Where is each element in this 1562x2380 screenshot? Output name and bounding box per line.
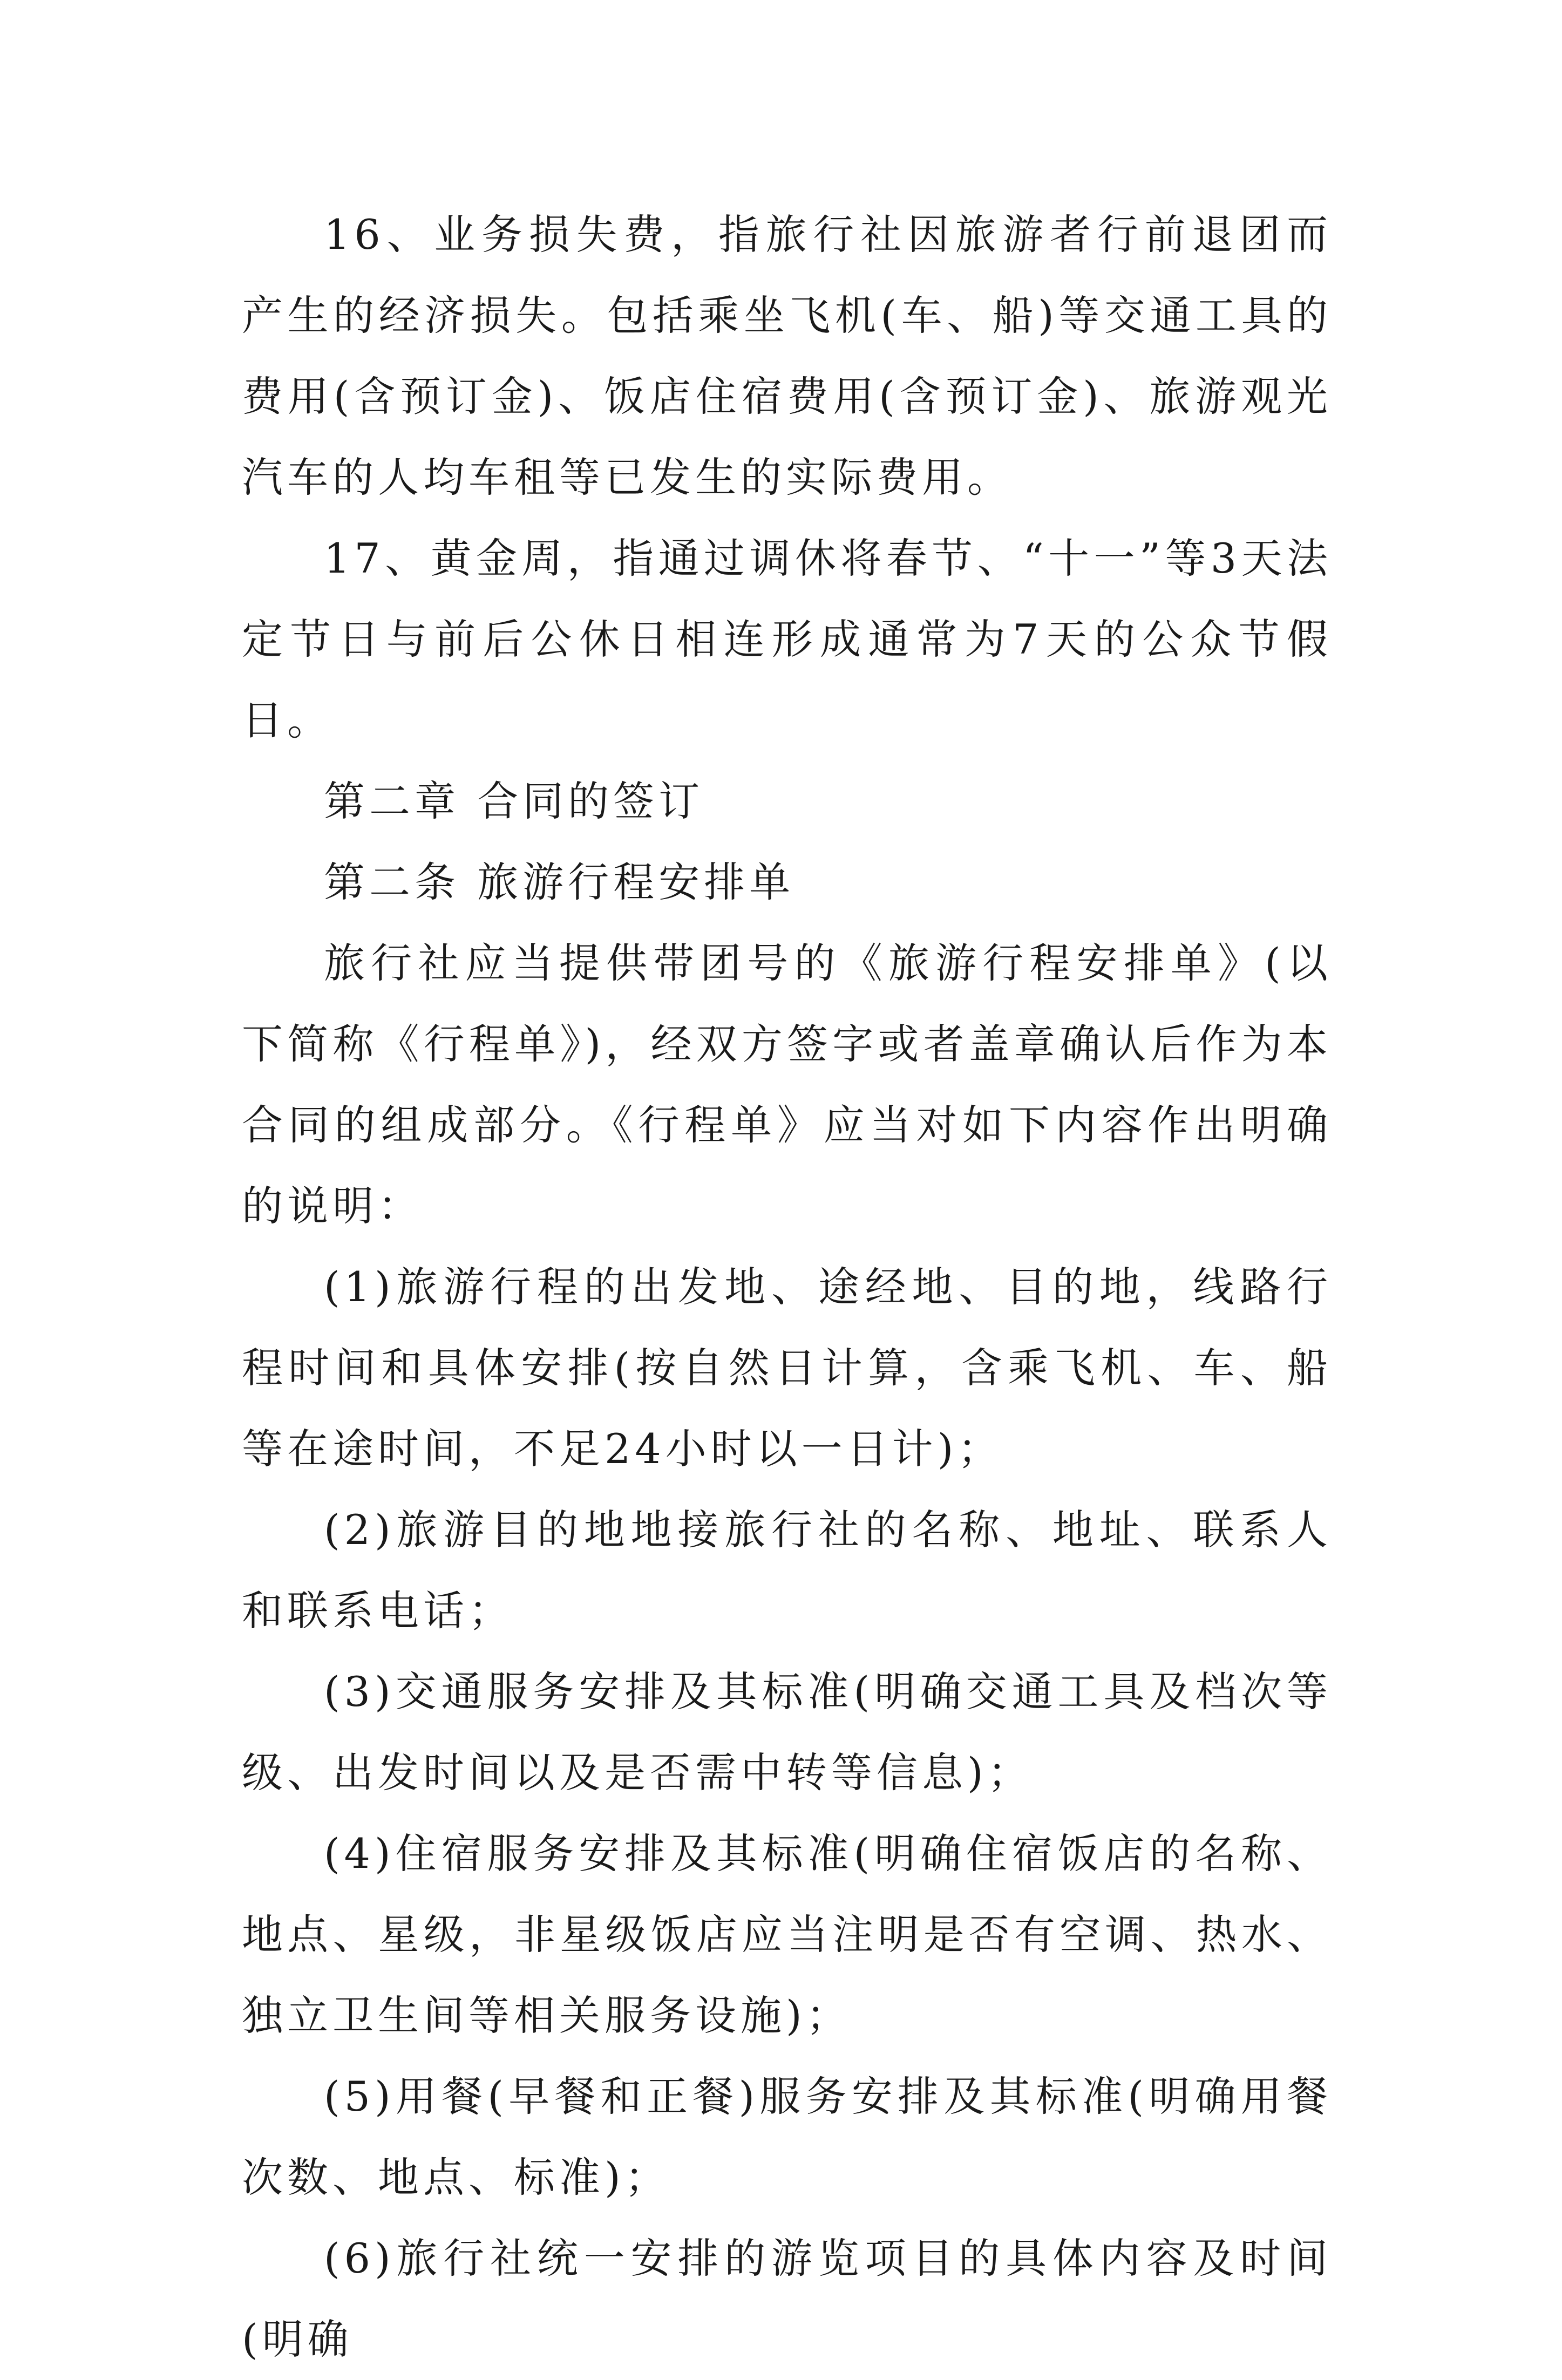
paragraph-business-loss-fee: 16、业务损失费，指旅行社因旅游者行前退团而产生的经济损失。包括乘坐飞机(车、船)等交通工具的费用(含预订金)、饭店住宿费用(含预订金)、旅游观光汽车的人均车租等已发生的实际费用。 xyxy=(242,210,1332,501)
document-body xyxy=(242,194,1332,2380)
list-item-6: (6)旅行社统一安排的游览项目的具体内容及时间(明确 xyxy=(242,2234,1332,2363)
article-heading: 第二条 旅游行程安排单 xyxy=(324,858,795,906)
paragraph-golden-week: 17、黄金周，指通过调休将春节、“十一”等3天法定节日与前后公休日相连形成通常为7天的公众节假日。 xyxy=(242,534,1332,744)
list-item-2: (2)旅游目的地地接旅行社的名称、地址、联系人和联系电话； xyxy=(242,1506,1332,1635)
paragraph-itinerary-intro: 旅行社应当提供带团号的《旅游行程安排单》(以下简称《行程单》)，经双方签字或者盖章确认后作为本合同的组成部分。《行程单》应当对如下内容作出明确的说明： xyxy=(242,939,1332,1230)
chapter-heading: 第二章 合同的签订 xyxy=(324,777,704,825)
list-item-3: (3)交通服务安排及其标准(明确交通工具及档次等级、出发时间以及是否需中转等信息)； xyxy=(242,1668,1332,1797)
list-item-5: (5)用餐(早餐和正餐)服务安排及其标准(明确用餐次数、地点、标准)； xyxy=(242,2072,1332,2201)
list-item-4: (4)住宿服务安排及其标准(明确住宿饭店的名称、地点、星级，非星级饭店应当注明是否有空调、热水、独立卫生间等相关服务设施)； xyxy=(242,1830,1332,2039)
list-item-1: (1)旅游行程的出发地、途经地、目的地，线路行程时间和具体安排(按自然日计算，含乘飞机、车、船等在途时间，不足24小时以一日计)； xyxy=(242,1263,1332,1473)
